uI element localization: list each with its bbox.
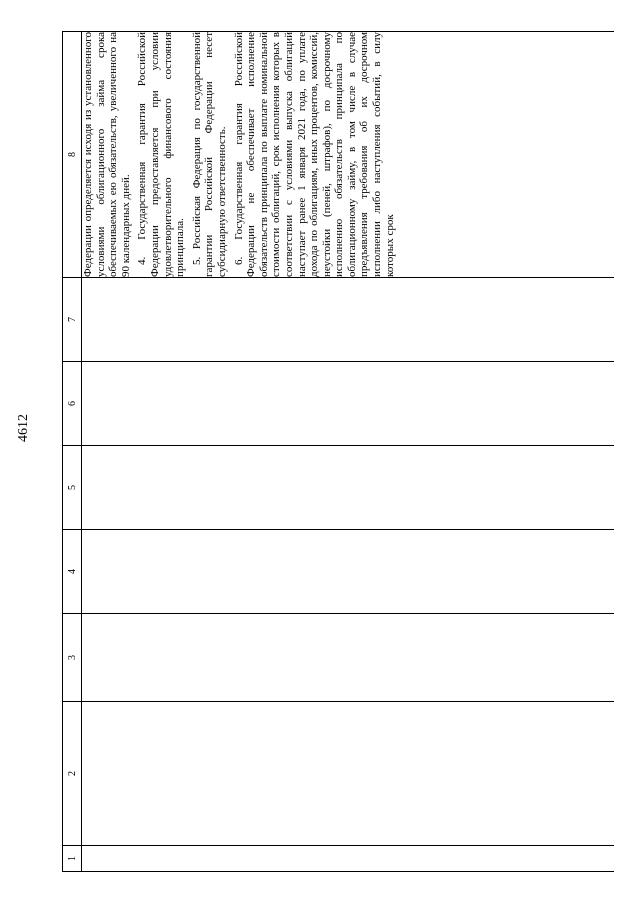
column-header-6: 6	[63, 362, 82, 446]
table-cell-3	[82, 614, 615, 702]
paragraph: 4. Государственная гарантия Российской Федерации предоставляется при условии удовлетворительного финансового состояния принципала.	[136, 32, 187, 277]
paragraph: 6. Государственная гарантия Российской Федерации не обеспечивает исполнение обязательств принципала по выплате номинальной стоимости облигаций, срок исполнения которых в соответствии с условиями выпуска облигаций наступает ранее 1 января 2021 года, по уплате дохода по облигациям, иных процентов, комиссий, неустойки (пеней, штрафов), по досрочному исполнению обязательств принципала по облигационному займу, в том числе в случае предъявления требования об их досрочном исполнении либо наступления событий, в силу которых срок	[232, 32, 396, 277]
page-number: 4612	[16, 414, 31, 442]
column-header-8: 8	[63, 32, 82, 278]
table-cell-5	[82, 446, 615, 530]
column-header-3: 3	[63, 614, 82, 702]
document-table	[62, 31, 614, 872]
table-cell-4	[82, 530, 615, 614]
table-row	[82, 32, 615, 872]
column-header-2: 2	[63, 702, 82, 846]
table-cell-2	[82, 702, 615, 846]
table-cell-7	[82, 278, 615, 362]
column-header-5: 5	[63, 446, 82, 530]
table-cell-6	[82, 362, 615, 446]
column-header-7: 7	[63, 278, 82, 362]
paragraph: Федерации определяется исходя из установленного условиями облигационного займа срока обеспечиваемых ею обязательств, увеличенного на 90 календарных дней.	[82, 32, 132, 277]
table-cell-8	[82, 32, 615, 278]
column-header-1: 1	[63, 846, 82, 872]
table-cell-1	[82, 846, 615, 872]
paragraph: 5. Российская Федерация по государственной гарантии Российской Федерации несет субсидиарную ответственность.	[190, 32, 228, 277]
column-header-4: 4	[63, 530, 82, 614]
table-header-row	[63, 32, 82, 872]
rotated-table-container	[62, 32, 614, 872]
